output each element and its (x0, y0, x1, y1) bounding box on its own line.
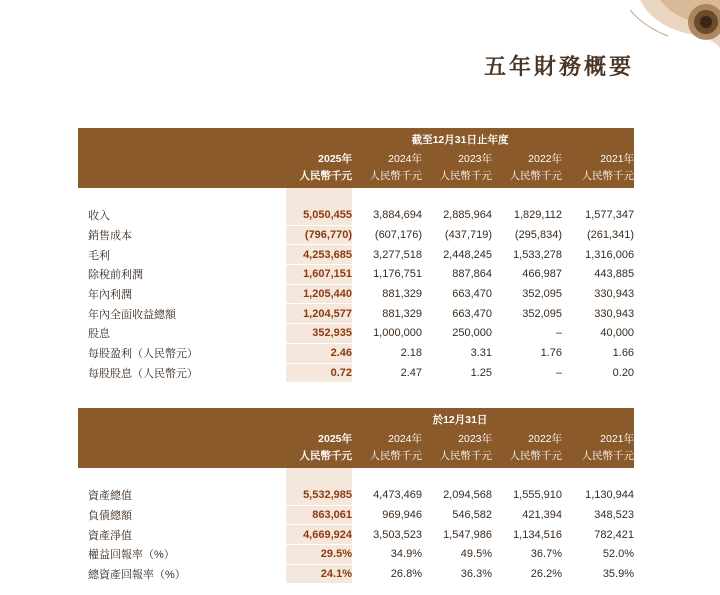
table-row (78, 284, 634, 304)
row-label: 銷售成本 (78, 225, 286, 245)
row-label: 資產總值 (78, 486, 286, 505)
unit-header: 人民幣千元 (352, 166, 422, 188)
period-header: 於12月31日 (286, 408, 634, 430)
cell-2021: 330,943 (562, 304, 634, 324)
cell-2023: 250,000 (422, 324, 492, 344)
period-header: 截至12月31日止年度 (286, 128, 634, 150)
cell-2022: 36.7% (492, 545, 562, 565)
cell-2025: (796,770) (286, 225, 352, 245)
cell-2022: – (492, 363, 562, 383)
decorative-ornament-icon (630, 0, 720, 60)
table-row (78, 225, 634, 245)
cell-2025: 1,607,151 (286, 265, 352, 285)
cell-2023: 1.25 (422, 363, 492, 383)
cell-2022: (295,834) (492, 225, 562, 245)
cell-2024: 3,884,694 (352, 206, 422, 225)
cell-2022: 352,095 (492, 304, 562, 324)
table-row (78, 545, 634, 565)
cell-2023: 49.5% (422, 545, 492, 565)
year-header: 2022年 (492, 430, 562, 446)
table-row (78, 486, 634, 505)
row-label: 權益回報率（%） (78, 545, 286, 565)
cell-2025: 0.72 (286, 363, 352, 383)
row-label: 每股盈利（人民幣元） (78, 343, 286, 363)
cell-2024: 3,277,518 (352, 245, 422, 265)
cell-2022: 26.2% (492, 564, 562, 584)
cell-2022: 466,987 (492, 265, 562, 285)
cell-2024: (607,176) (352, 225, 422, 245)
cell-2022: 1,555,910 (492, 486, 562, 505)
table-row (78, 525, 634, 545)
table-divider (78, 383, 634, 386)
year-header: 2023年 (422, 150, 492, 166)
cell-2025: 4,669,924 (286, 525, 352, 545)
page-title: 五年財務概要 (483, 55, 634, 80)
row-label: 股息 (78, 324, 286, 344)
table-row (78, 363, 634, 383)
cell-2025: 24.1% (286, 564, 352, 584)
cell-2023: 36.3% (422, 564, 492, 584)
cell-2025: 1,204,577 (286, 304, 352, 324)
cell-2021: 348,523 (562, 505, 634, 525)
table-divider (78, 584, 634, 587)
table-row (78, 505, 634, 525)
row-label: 負債總額 (78, 505, 286, 525)
row-label: 總資產回報率（%） (78, 564, 286, 584)
cell-2023: 663,470 (422, 304, 492, 324)
cell-2021: 782,421 (562, 525, 634, 545)
cell-2025: 1,205,440 (286, 284, 352, 304)
table-row (78, 245, 634, 265)
year-header: 2021年 (562, 150, 634, 166)
unit-header: 人民幣千元 (286, 446, 352, 468)
table-row (78, 304, 634, 324)
cell-2021: (261,341) (562, 225, 634, 245)
cell-2021: 1,316,006 (562, 245, 634, 265)
unit-header: 人民幣千元 (562, 446, 634, 468)
year-header: 2022年 (492, 150, 562, 166)
cell-2024: 969,946 (352, 505, 422, 525)
cell-2021: 35.9% (562, 564, 634, 584)
cell-2022: 352,095 (492, 284, 562, 304)
cell-2021: 1,130,944 (562, 486, 634, 505)
unit-header: 人民幣千元 (422, 166, 492, 188)
cell-2024: 34.9% (352, 545, 422, 565)
cell-2023: 2,094,568 (422, 486, 492, 505)
cell-2021: 330,943 (562, 284, 634, 304)
cell-2023: 3.31 (422, 343, 492, 363)
cell-2025: 5,050,455 (286, 206, 352, 225)
cell-2023: 663,470 (422, 284, 492, 304)
cell-2023: 2,448,245 (422, 245, 492, 265)
balance-summary-table (78, 408, 634, 586)
cell-2025: 2.46 (286, 343, 352, 363)
cell-2023: 2,885,964 (422, 206, 492, 225)
row-label: 收入 (78, 206, 286, 225)
cell-2025: 352,935 (286, 324, 352, 344)
year-header: 2024年 (352, 150, 422, 166)
year-header: 2021年 (562, 430, 634, 446)
table-row (78, 206, 634, 225)
cell-2023: 887,864 (422, 265, 492, 285)
row-label: 資產淨值 (78, 525, 286, 545)
cell-2023: 1,547,986 (422, 525, 492, 545)
year-header: 2024年 (352, 430, 422, 446)
unit-header: 人民幣千元 (492, 166, 562, 188)
cell-2024: 2.47 (352, 363, 422, 383)
cell-2021: 40,000 (562, 324, 634, 344)
cell-2022: 1,533,278 (492, 245, 562, 265)
row-label: 除稅前利潤 (78, 265, 286, 285)
cell-2023: 546,582 (422, 505, 492, 525)
cell-2022: 1.76 (492, 343, 562, 363)
cell-2024: 881,329 (352, 304, 422, 324)
cell-2024: 3,503,523 (352, 525, 422, 545)
cell-2024: 881,329 (352, 284, 422, 304)
table-row (78, 564, 634, 584)
table-row (78, 343, 634, 363)
year-header: 2025年 (286, 430, 352, 446)
cell-2021: 0.20 (562, 363, 634, 383)
unit-header: 人民幣千元 (562, 166, 634, 188)
row-label: 毛利 (78, 245, 286, 265)
income-summary-table (78, 128, 634, 385)
year-header: 2023年 (422, 430, 492, 446)
row-label: 年內利潤 (78, 284, 286, 304)
table-row (78, 265, 634, 285)
cell-2022: – (492, 324, 562, 344)
cell-2025: 863,061 (286, 505, 352, 525)
cell-2025: 29.5% (286, 545, 352, 565)
cell-2024: 26.8% (352, 564, 422, 584)
cell-2022: 1,134,516 (492, 525, 562, 545)
unit-header: 人民幣千元 (352, 446, 422, 468)
unit-header: 人民幣千元 (286, 166, 352, 188)
year-header: 2025年 (286, 150, 352, 166)
cell-2024: 4,473,469 (352, 486, 422, 505)
cell-2022: 421,394 (492, 505, 562, 525)
cell-2023: (437,719) (422, 225, 492, 245)
cell-2024: 1,000,000 (352, 324, 422, 344)
cell-2025: 5,532,985 (286, 486, 352, 505)
row-label: 年內全面收益總額 (78, 304, 286, 324)
cell-2022: 1,829,112 (492, 206, 562, 225)
cell-2021: 443,885 (562, 265, 634, 285)
cell-2024: 2.18 (352, 343, 422, 363)
cell-2024: 1,176,751 (352, 265, 422, 285)
cell-2021: 52.0% (562, 545, 634, 565)
unit-header: 人民幣千元 (422, 446, 492, 468)
unit-header: 人民幣千元 (492, 446, 562, 468)
row-label: 每股股息（人民幣元） (78, 363, 286, 383)
cell-2021: 1.66 (562, 343, 634, 363)
cell-2025: 4,253,685 (286, 245, 352, 265)
cell-2021: 1,577,347 (562, 206, 634, 225)
table-row (78, 324, 634, 344)
